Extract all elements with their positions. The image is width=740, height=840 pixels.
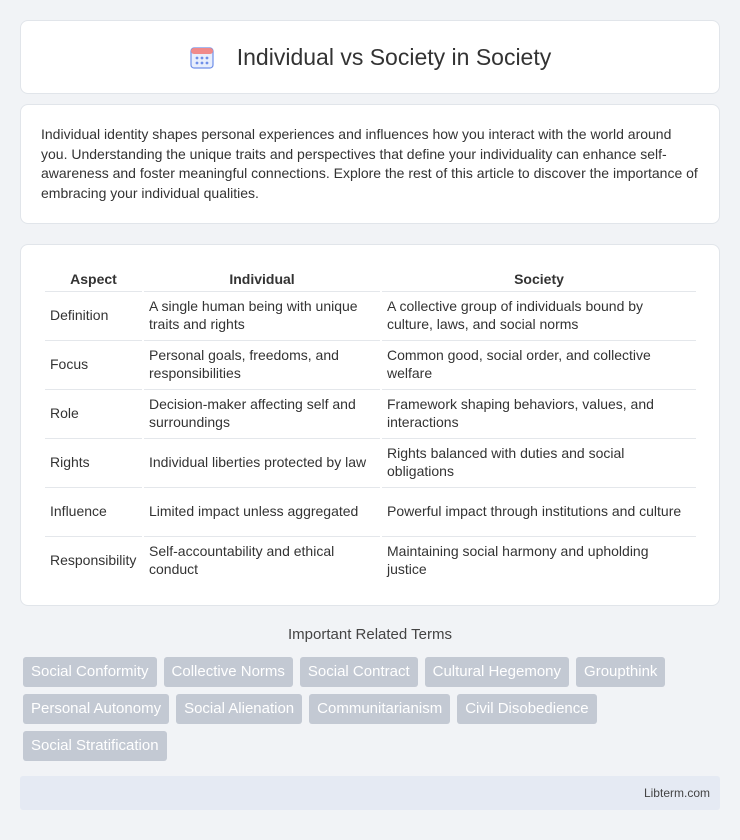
table-row <box>45 291 696 338</box>
related-terms-list <box>23 657 723 761</box>
related-term-tag[interactable]: Social Alienation <box>176 694 302 724</box>
footer-site-link[interactable]: Libterm.com <box>643 786 710 800</box>
related-term-tag[interactable]: Collective Norms <box>164 657 293 687</box>
related-term-tag[interactable]: Cultural Hegemony <box>425 657 569 687</box>
footer <box>20 776 720 810</box>
intro-card <box>20 104 720 224</box>
related-term-tag[interactable]: Personal Autonomy <box>23 694 169 724</box>
comparison-table <box>43 265 698 585</box>
column-header-individual: Individual <box>229 271 295 287</box>
aspect-cell: Rights <box>45 438 142 485</box>
society-cell: Maintaining social harmony and upholding justice <box>382 536 696 583</box>
header-card <box>20 20 720 94</box>
aspect-cell: Role <box>45 389 142 436</box>
aspect-cell: Responsibility <box>45 536 142 583</box>
individual-cell: Self-accountability and ethical conduct <box>144 536 380 583</box>
table-row <box>45 389 696 436</box>
society-cell: Powerful impact through institutions and culture <box>382 487 696 534</box>
related-term-tag[interactable]: Social Contract <box>300 657 418 687</box>
aspect-cell: Focus <box>45 340 142 387</box>
society-cell: A collective group of individuals bound by culture, laws, and social norms <box>382 291 696 338</box>
comparison-table-card <box>20 244 720 606</box>
table-header-row <box>45 267 696 289</box>
table-row <box>45 340 696 387</box>
related-term-tag[interactable]: Communitarianism <box>309 694 450 724</box>
related-term-tag[interactable]: Social Stratification <box>23 731 167 761</box>
table-row <box>45 487 696 534</box>
aspect-cell: Influence <box>45 487 142 534</box>
individual-cell: Decision-maker affecting self and surroundings <box>144 389 380 436</box>
society-cell: Rights balanced with duties and social obligations <box>382 438 696 485</box>
table-row <box>45 438 696 485</box>
calendar-icon <box>189 44 215 70</box>
related-terms-title: Important Related Terms <box>288 626 452 643</box>
page-title: Individual vs Society in Society <box>236 43 552 70</box>
intro-text: Individual identity shapes personal experiences and influences how you interact with the world around you. Understanding the unique traits and perspectives that define your individuality can enhance self-awareness and foster meaningful connections. Explore the rest of this article to discover the importance of embracing your individual qualities. <box>41 126 698 201</box>
individual-cell: Individual liberties protected by law <box>144 438 380 485</box>
society-cell: Common good, social order, and collective welfare <box>382 340 696 387</box>
related-term-tag[interactable]: Groupthink <box>576 657 665 687</box>
column-header-society: Society <box>514 271 564 287</box>
individual-cell: A single human being with unique traits and rights <box>144 291 380 338</box>
individual-cell: Personal goals, freedoms, and responsibilities <box>144 340 380 387</box>
society-cell: Framework shaping behaviors, values, and interactions <box>382 389 696 436</box>
individual-cell: Limited impact unless aggregated <box>144 487 380 534</box>
column-header-aspect: Aspect <box>70 271 117 287</box>
related-term-tag[interactable]: Social Conformity <box>23 657 157 687</box>
aspect-cell: Definition <box>45 291 142 338</box>
table-row <box>45 536 696 583</box>
related-term-tag[interactable]: Civil Disobedience <box>457 694 596 724</box>
